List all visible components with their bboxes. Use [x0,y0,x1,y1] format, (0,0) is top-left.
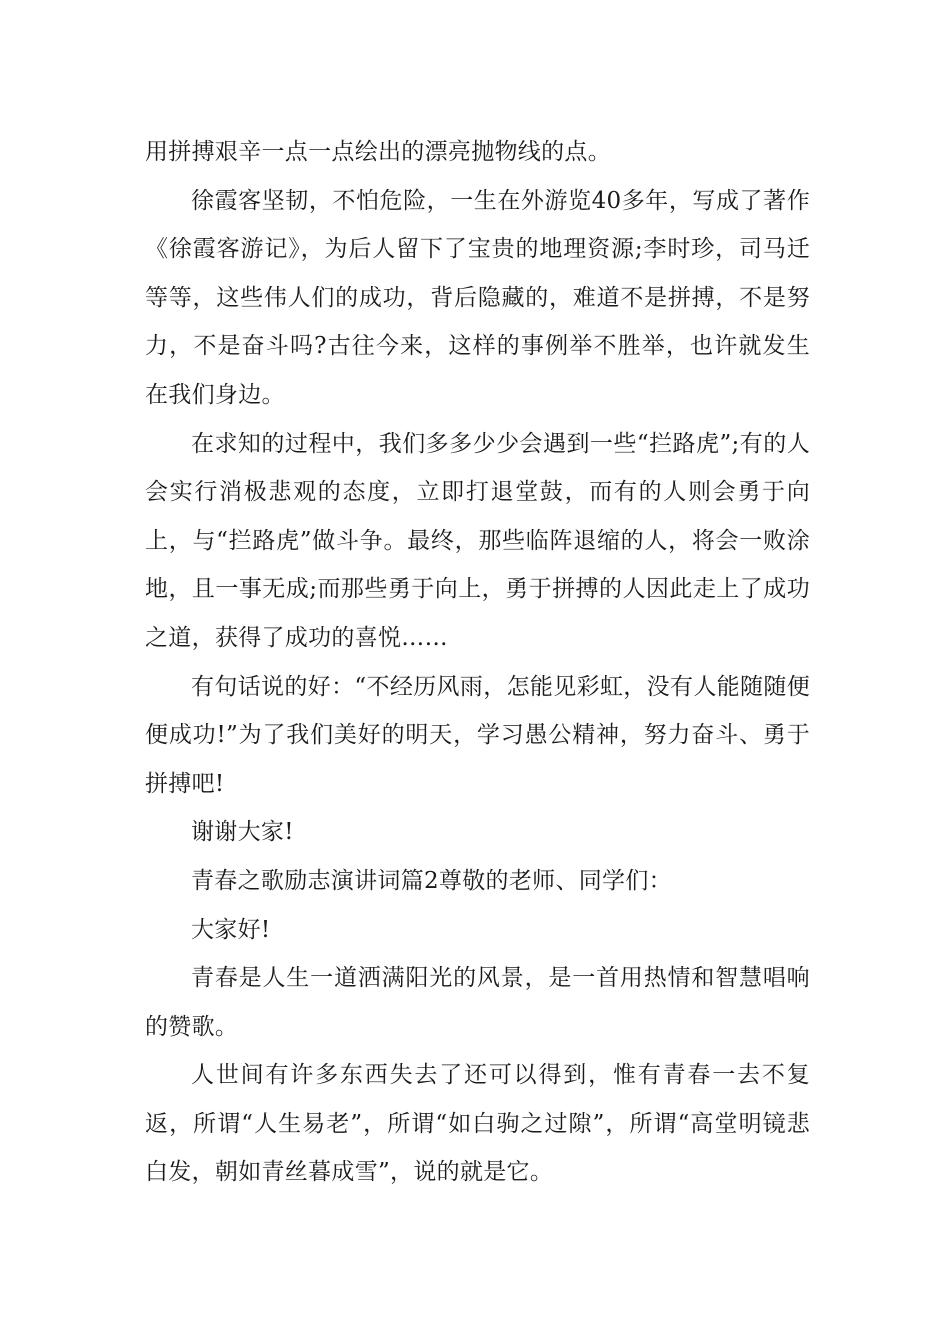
paragraph-3: 在求知的过程中，我们多多少少会遇到一些“拦路虎”;有的人会实行消极悲观的态度，立即打退堂鼓，而有的人则会勇于向上，与“拦路虎”做斗争。最终，那些临阵退缩的人，将会一败涂地，且一事无成;而那些勇于向上，勇于拼搏的人因此走上了成功之道，获得了成功的喜悦…… [145,430,810,651]
paragraph-7-greeting: 大家好! [191,916,271,943]
paragraph-5-thanks: 谢谢大家! [191,819,294,846]
paragraph-9: 人世间有许多东西失去了还可以得到，惟有青春一去不复返，所谓“人生易老”，所谓“如白驹之过隙”，所谓“高堂明镜悲白发，朝如青丝暮成雪”，说的就是它。 [145,1062,810,1186]
paragraph-2: 徐霞客坚韧，不怕危险，一生在外游览40多年，写成了著作《徐霞客游记》，为后人留下了宝贵的地理资源;李时珍，司马迁等等，这些伟人们的成功，背后隐藏的，难道不是拼搏，不是努力，不是奋斗吗?古往今来，这样的事例举不胜举，也许就发生在我们身边。 [145,187,810,408]
paragraph-4: 有句话说的好：“不经历风雨，怎能见彩虹，没有人能随随便便成功!”为了我们美好的明天，学习愚公精神，努力奋斗、勇于拼搏吧! [145,673,810,797]
paragraph-1: 用拼搏艰辛一点一点绘出的漂亮抛物线的点。 [145,139,611,165]
document-body [145,128,810,1197]
paragraph-6-speech-title: 青春之歌励志演讲词篇2尊敬的老师、同学们： [191,867,672,894]
paragraph-8: 青春是人生一道洒满阳光的风景，是一首用热情和智慧唱响的赞歌。 [145,965,810,1040]
